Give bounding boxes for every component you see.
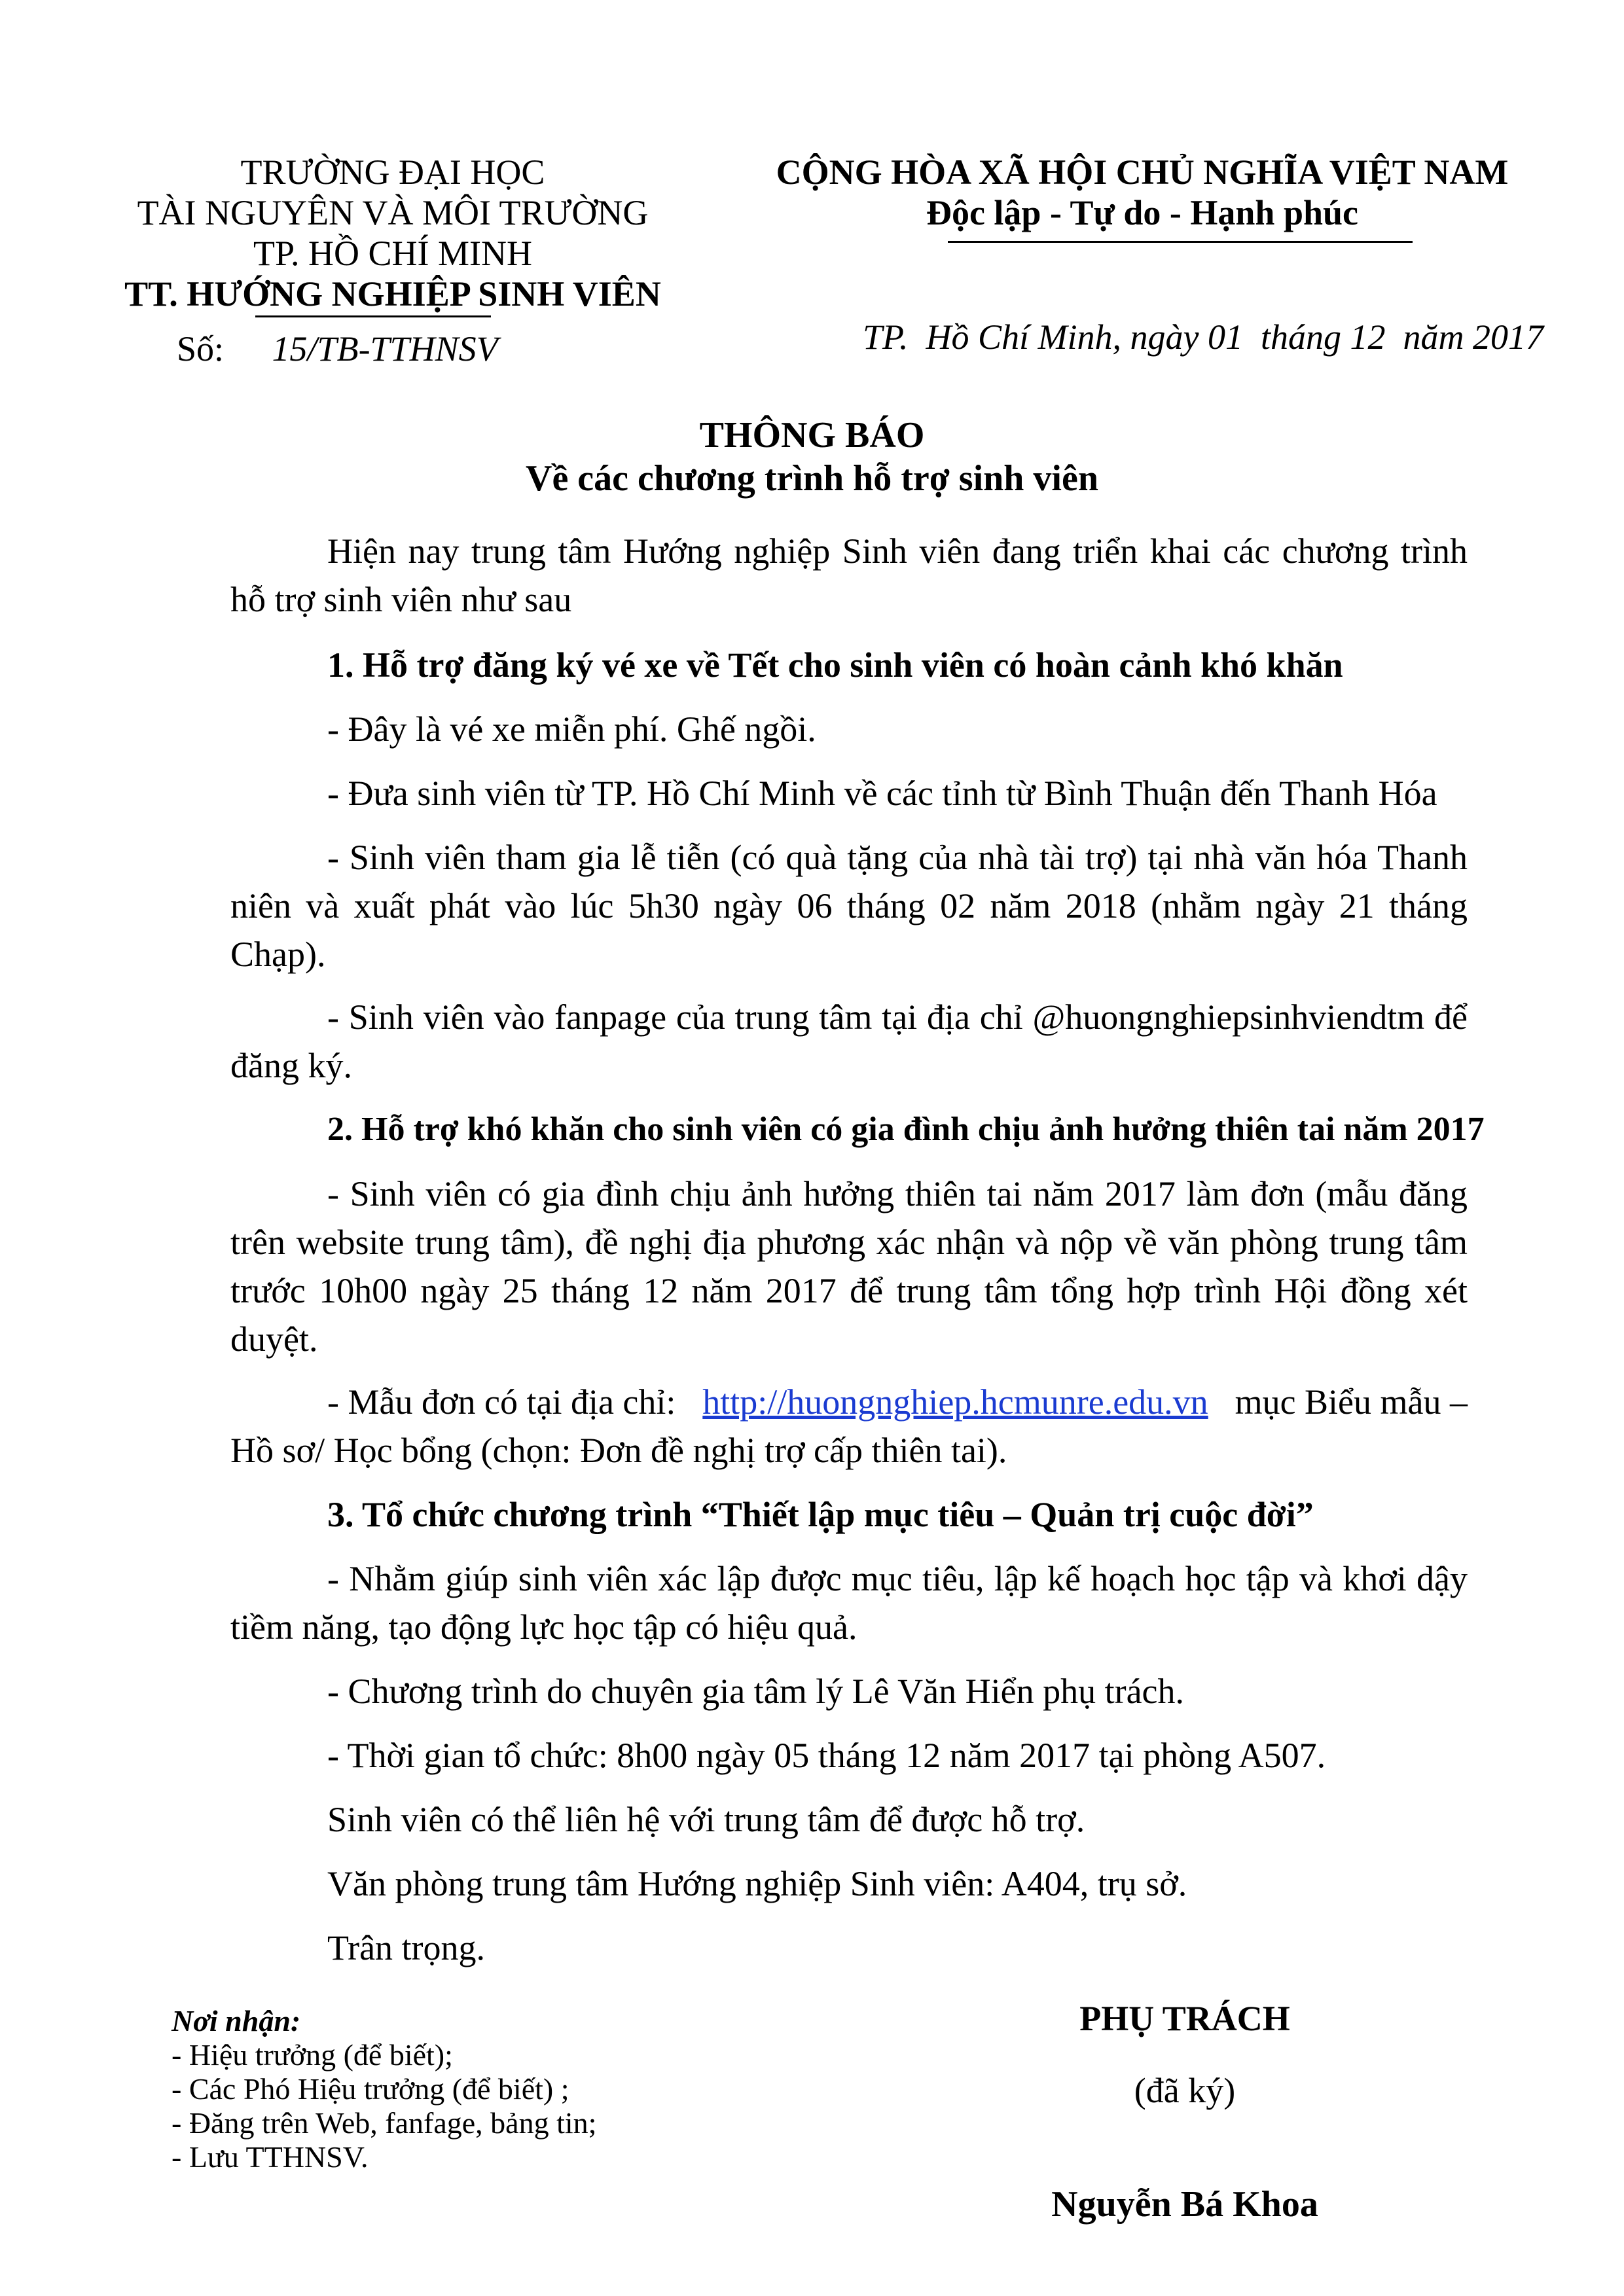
issuer-department: TT. HƯỚNG NGHIỆP SINH VIÊN <box>124 274 661 314</box>
section-3-item-2: - Chương trình do chuyên gia tâm lý Lê Văn Hiển phụ trách. <box>327 1672 1185 1711</box>
section-1-item-3-line-2: niên và xuất phát vào lúc 5h30 ngày 06 tháng 02 năm 2018 (nhằm ngày 21 tháng <box>230 886 1468 925</box>
recipient-item: - Lưu TTHNSV. <box>171 2140 369 2174</box>
section-2-item-1-line-1: - Sinh viên có gia đình chịu ảnh hưởng thiên tai năm 2017 làm đơn (mẫu đăng <box>327 1174 1468 1213</box>
republic-name: CỘNG HÒA XÃ HỘI CHỦ NGHĨA VIỆT NAM <box>776 152 1509 192</box>
doc-number <box>177 329 498 369</box>
section-3-item-1-line-1: - Nhằm giúp sinh viên xác lập được mục tiêu, lập kế hoạch học tập và khơi dậy <box>327 1559 1468 1598</box>
issuer-underline <box>255 315 491 317</box>
doc-number-label: Số: <box>177 329 225 368</box>
form-download-link[interactable]: http://huongnghiep.hcmunre.edu.vn <box>702 1382 1208 1422</box>
recipient-item: - Đăng trên Web, fanfage, bảng tin; <box>171 2106 597 2140</box>
recipients-label: Nơi nhận: <box>171 2004 301 2037</box>
recipient-item: - Các Phó Hiệu trưởng (để biết) ; <box>171 2072 569 2106</box>
section-1-item-4-line-2: đăng ký. <box>230 1046 352 1085</box>
section-1-item-3-line-1: - Sinh viên tham gia lễ tiễn (có quà tặng của nhà tài trợ) tại nhà văn hóa Thanh <box>327 838 1468 877</box>
section-2-item-2-prefix: - Mẫu đơn có tại địa chỉ: <box>327 1382 676 1422</box>
document-title: THÔNG BÁO <box>699 415 925 456</box>
section-1-item-1: - Đây là vé xe miễn phí. Ghế ngồi. <box>327 709 816 749</box>
section-2-item-2-suffix: mục Biểu mẫu – <box>1235 1382 1468 1422</box>
intro-line-2: hỗ trợ sinh viên như sau <box>230 580 572 619</box>
section-1-item-2: - Đưa sinh viên từ TP. Hồ Chí Minh về các tỉnh từ Bình Thuận đến Thanh Hóa <box>327 774 1437 813</box>
signer-title: PHỤ TRÁCH <box>1079 1999 1290 2038</box>
signed-note: (đã ký) <box>1134 2071 1236 2110</box>
issuer-block <box>92 152 694 314</box>
issuer-line-3: TP. HỒ CHÍ MINH <box>253 234 532 273</box>
recipients-block <box>171 2004 596 2174</box>
section-2-item-1-line-2: trên website trung tâm), đề nghị địa phương xác nhận và nộp về văn phòng trung tâm <box>230 1223 1468 1262</box>
closing-line-2: Văn phòng trung tâm Hướng nghiệp Sinh viên: A404, trụ sở. <box>327 1864 1187 1903</box>
closing-line-3: Trân trọng. <box>327 1928 486 1967</box>
section-2-heading: 2. Hỗ trợ khó khăn cho sinh viên có gia đình chịu ảnh hưởng thiên tai năm 2017 <box>327 1111 1485 1148</box>
section-3-item-3: - Thời gian tổ chức: 8h00 ngày 05 tháng 12 năm 2017 tại phòng A507. <box>327 1736 1326 1775</box>
section-2-item-1-line-3: trước 10h00 ngày 25 tháng 12 năm 2017 để trung tâm tổng hợp trình Hội đồng xét <box>230 1271 1468 1310</box>
signer-name: Nguyễn Bá Khoa <box>1051 2184 1318 2225</box>
doc-number-value: 15/TB-TTHNSV <box>272 329 498 368</box>
place-date: TP. Hồ Chí Minh, ngày 01 tháng 12 năm 2017 <box>863 317 1544 357</box>
intro-line-1: Hiện nay trung tâm Hướng nghiệp Sinh viên đang triển khai các chương trình <box>327 531 1468 571</box>
closing-line-1: Sinh viên có thể liên hệ với trung tâm để được hỗ trợ. <box>327 1800 1085 1839</box>
national-motto: Độc lập - Tự do - Hạnh phúc <box>926 193 1359 232</box>
section-3-heading: 3. Tổ chức chương trình “Thiết lập mục tiêu – Quản trị cuộc đời” <box>327 1495 1314 1534</box>
section-1-item-4-line-1: - Sinh viên vào fanpage của trung tâm tại địa chỉ @huongnghiepsinhviendtm để <box>327 997 1468 1037</box>
republic-block <box>753 152 1532 233</box>
section-1-heading: 1. Hỗ trợ đăng ký vé xe về Tết cho sinh viên có hoàn cảnh khó khăn <box>327 645 1343 685</box>
recipient-item: - Hiệu trưởng (để biết); <box>171 2038 453 2072</box>
section-3-item-1-line-2: tiềm năng, tạo động lực học tập có hiệu quả. <box>230 1607 857 1647</box>
section-2-item-2-line-2: Hồ sơ/ Học bổng (chọn: Đơn đề nghị trợ cấp thiên tai). <box>230 1431 1007 1470</box>
section-1-item-3-line-3: Chạp). <box>230 935 326 974</box>
issuer-line-1: TRƯỜNG ĐẠI HỌC <box>240 152 545 192</box>
signature-block <box>949 1998 1420 2225</box>
motto-underline <box>948 241 1413 243</box>
document-subtitle: Về các chương trình hỗ trợ sinh viên <box>526 458 1098 499</box>
issuer-line-2: TÀI NGUYÊN VÀ MÔI TRƯỜNG <box>137 193 649 232</box>
section-2-item-2-line-1 <box>327 1381 1468 1423</box>
section-2-item-1-line-4: duyệt. <box>230 1319 318 1359</box>
